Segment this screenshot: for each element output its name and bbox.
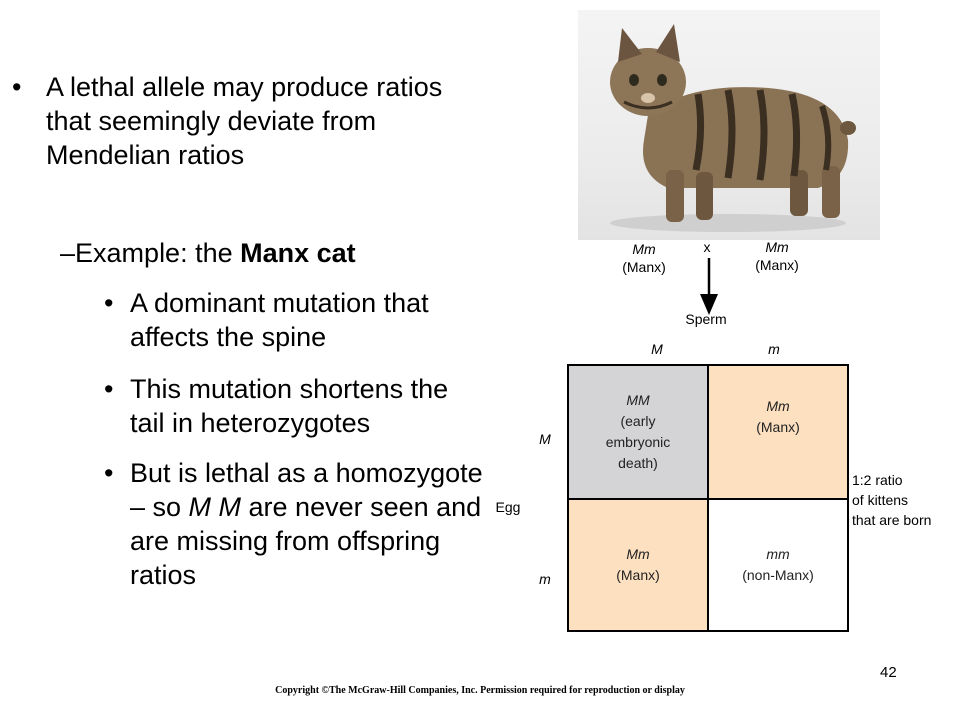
- ratio-line: 1:2 ratio: [852, 472, 903, 488]
- col-allele-M: M: [651, 341, 663, 357]
- bullet-prefix: But is lethal as a homozygote – so: [130, 458, 483, 522]
- bullet-dot: •: [104, 288, 114, 318]
- cell-genotype: MM: [626, 392, 650, 408]
- bullet-text: This mutation shortens the tail in heterozygotes: [130, 374, 449, 438]
- egg-label: Egg: [495, 499, 521, 515]
- example-prefix: Example: the: [75, 238, 241, 268]
- cell-genotype: Mm: [626, 546, 650, 562]
- ratio-line: that are born: [852, 512, 932, 528]
- bullet-suffix: are never seen and are missing from offspring ratios: [130, 492, 482, 590]
- parent1-genotype: Mm: [632, 241, 656, 257]
- row-allele-M: M: [539, 431, 551, 447]
- row-allele-m: m: [539, 571, 551, 587]
- dash-marker: –: [60, 238, 76, 268]
- bullet-text: [130, 456, 490, 592]
- cell-mm: [709, 500, 847, 630]
- parent1-label: [614, 240, 674, 276]
- cell-Mm-bottom: [569, 500, 709, 630]
- cat-illustration: [578, 10, 880, 240]
- cell-genotype: Mm: [766, 398, 790, 414]
- cell-line: (early: [620, 413, 656, 429]
- ratio-note: [852, 470, 931, 530]
- sperm-label: Sperm: [685, 311, 727, 327]
- cell-genotype: mm: [766, 546, 790, 562]
- bullet-text: A dominant mutation that affects the spine: [130, 288, 429, 352]
- cross-symbol: x: [703, 239, 711, 255]
- manx-cat-photo: [578, 10, 880, 240]
- cell-line: death): [618, 455, 658, 471]
- cell-line: embryonic: [605, 434, 671, 450]
- parent2-genotype: Mm: [765, 239, 789, 255]
- bullet-dot: •: [12, 72, 22, 102]
- parent1-phenotype: (Manx): [622, 259, 666, 275]
- ratio-line: of kittens: [852, 492, 909, 508]
- copyright-notice: Copyright ©The McGraw-Hill Companies, Inc. Permission required for reproduction or display: [275, 685, 685, 696]
- cell-Mm-top: [709, 366, 847, 500]
- genotype-italic: M M: [188, 492, 242, 522]
- punnett-square: [567, 364, 849, 632]
- bullet-dot: •: [104, 374, 114, 404]
- cell-phenotype: (non-Manx): [742, 567, 814, 583]
- sub-bullet-example: [60, 236, 356, 270]
- bullet-dot: •: [104, 458, 114, 488]
- parent2-label: [744, 238, 810, 274]
- col-allele-m: m: [768, 341, 780, 357]
- down-arrow-icon: [698, 258, 720, 316]
- cell-phenotype: (Manx): [616, 567, 660, 583]
- bullet-text: A lethal allele may produce ratios that seemingly deviate from Mendelian ratios: [46, 72, 443, 170]
- parent2-phenotype: (Manx): [755, 257, 799, 273]
- page-number: 42: [880, 664, 897, 681]
- example-bold: Manx cat: [240, 238, 356, 268]
- cell-MM: [569, 366, 709, 500]
- cell-phenotype: (Manx): [756, 419, 800, 435]
